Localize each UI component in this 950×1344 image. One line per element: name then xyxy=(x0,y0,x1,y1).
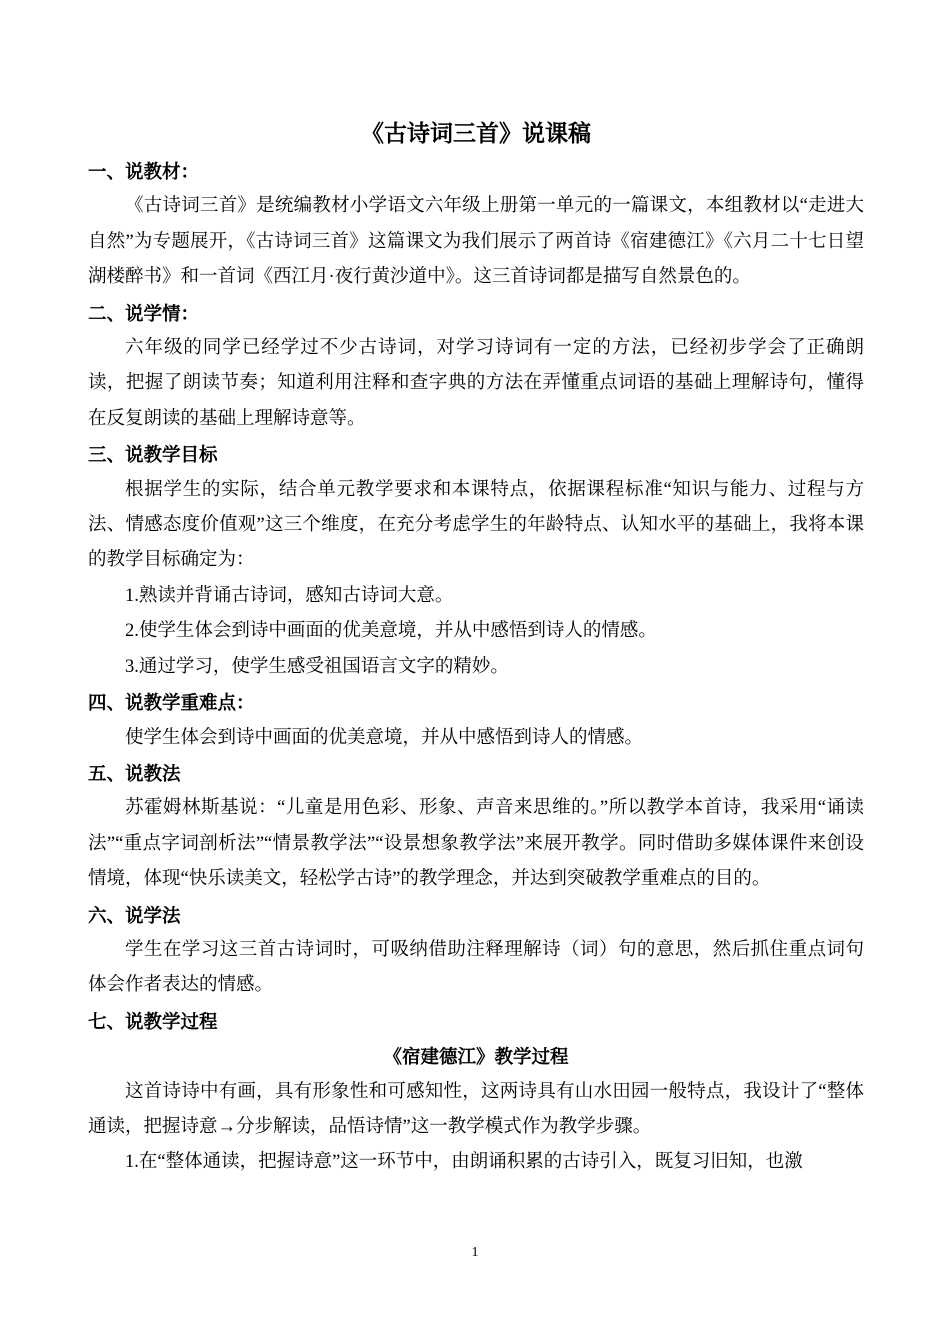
section-paragraph: 六年级的同学已经学过不少古诗词，对学习诗词有一定的方法，已经初步学会了正确朗读，把握了朗读节奏；知道利用注释和查字典的方法在弄懂重点词语的基础上理解诗句，懂得在反复朗读的基础上理解诗意等。 xyxy=(88,338,864,429)
section-paragraph: 使学生体会到诗中画面的优美意境，并从中感悟到诗人的情感。 xyxy=(125,727,644,748)
section-heading-teaching-process: 七、说教学过程 xyxy=(88,1010,218,1032)
section-heading-teaching-goals: 三、说教学目标 xyxy=(88,444,218,466)
section-heading-key-difficulties: 四、说教学重难点： xyxy=(88,692,255,714)
document-title: 《古诗词三首》说课稿 xyxy=(361,120,591,146)
section-paragraph: 根据学生的实际，结合单元教学要求和本课特点，依据课程标准“知识与能力、过程与方法、情感态度价值观”这三个维度，在充分考虑学生的年龄特点、认知水平的基础上，我将本课的教学目标确定为： xyxy=(88,479,864,571)
section-heading-teaching-material: 一、说教材： xyxy=(88,161,200,182)
section-heading-learning-situation: 二、说学情： xyxy=(88,302,200,324)
section-paragraph: 1.在“整体通读，把握诗意”这一环节中，由朗诵积累的古诗引入，既复习旧知，也激 xyxy=(125,1152,803,1173)
goal-item-1: 1.熟读并背诵古诗词，感知古诗词大意。 xyxy=(125,585,454,606)
document-content xyxy=(88,112,864,1181)
section-paragraph: 学生在学习这三首古诗词时，可吸纳借助注释理解诗（词）句的意思，然后抓住重点词句体会作者表达的情感。 xyxy=(88,939,864,996)
section-paragraph: 苏霍姆林斯基说：“儿童是用色彩、形象、声音来思维的。”所以教学本首诗，我采用“诵读法”“重点字词剖析法”“情景教学法”“设景想象教学法”来展开教学。同时借助多媒体课件来创设情境，体现“快乐读美文，轻松学古诗”的教学理念，并达到突破教学重难点的目的。 xyxy=(88,798,864,890)
lesson-subtitle: 《宿建德江》教学过程 xyxy=(383,1046,569,1068)
section-paragraph: 这首诗诗中有画，具有形象性和可感知性，这两诗具有山水田园一般特点，我设计了“整体通读，把握诗意→分步解读，品悟诗情”这一教学模式作为教学步骤。 xyxy=(88,1081,864,1137)
section-heading-learning-methods: 六、说学法 xyxy=(88,904,181,926)
section-heading-teaching-methods: 五、说教法 xyxy=(88,762,181,784)
section-paragraph: 《古诗词三首》是统编教材小学语文六年级上册第一单元的一篇课文，本组教材以“走进大自然”为专题展开，《古诗词三首》这篇课文为我们展示了两首诗《宿建德江》《六月二十七日望湖楼醉书》和一首词《西江月·夜行黄沙道中》。这三首诗词都是描写自然景色的。 xyxy=(88,196,864,288)
page-number: 1 xyxy=(471,1245,479,1260)
goal-item-3: 3.通过学习，使学生感受祖国语言文字的精妙。 xyxy=(125,656,509,677)
goal-item-2: 2.使学生体会到诗中画面的优美意境，并从中感悟到诗人的情感。 xyxy=(125,621,657,642)
